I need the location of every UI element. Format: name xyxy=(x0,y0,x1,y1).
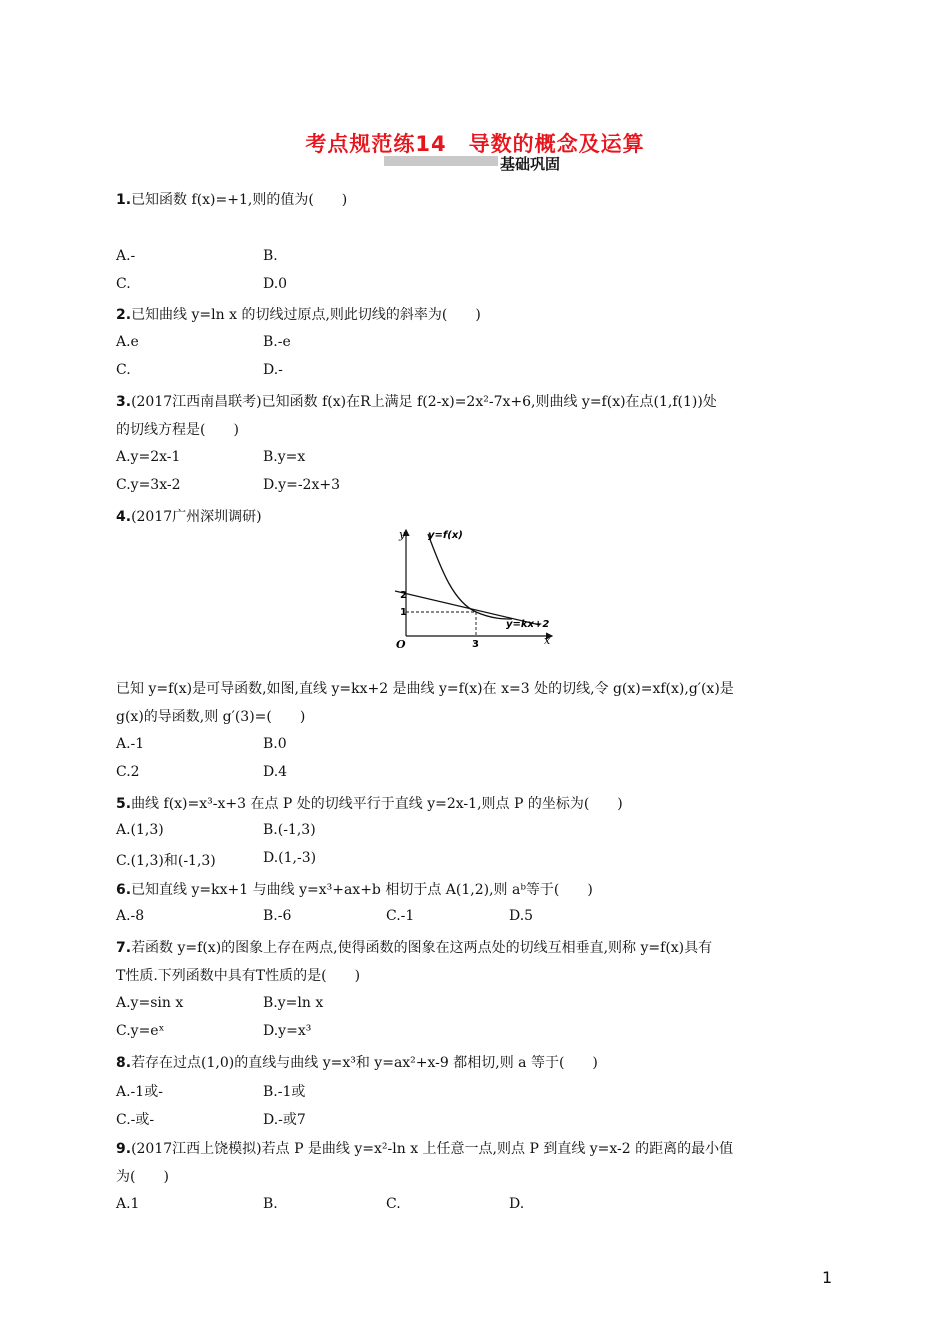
question-text: (2017江西南昌联考)已知函数 f(x)在R上满足 f(2-x)=2x²-7x+6,则曲线 y=f(x)在点(1,f(1))处 xyxy=(131,394,717,410)
option-b: B.y=x xyxy=(263,449,306,465)
option-d: D.y=x³ xyxy=(263,1023,312,1039)
question-1 xyxy=(116,189,347,209)
line-label: y=kx+2 xyxy=(506,619,550,630)
question-text: 若函数 y=f(x)的图象上存在两点,使得函数的图象在这两点处的切线互相垂直,则称 y=f(x)具有 xyxy=(131,940,713,956)
question-number: 5. xyxy=(116,796,132,812)
option-c: C.-1 xyxy=(386,908,415,924)
option-d: D.y=-2x+3 xyxy=(263,477,340,493)
question-number: 2. xyxy=(116,307,132,323)
question-number: 7. xyxy=(116,940,132,956)
question-7 xyxy=(116,937,712,957)
option-b: B.-1或 xyxy=(263,1084,306,1100)
option-c: C. xyxy=(116,276,131,292)
question-7-line-2: T性质.下列函数中具有T性质的是( ) xyxy=(116,968,361,984)
option-d: D.(1,-3) xyxy=(263,850,317,866)
origin-label: O xyxy=(396,638,406,650)
question-9-line-2: 为( ) xyxy=(116,1169,169,1185)
question-4 xyxy=(116,506,262,526)
option-d: D.4 xyxy=(263,764,288,780)
question-5 xyxy=(116,793,623,813)
option-d: D. xyxy=(509,1196,525,1212)
tick-y-2: 2 xyxy=(400,590,407,601)
function-graph-figure xyxy=(392,524,562,650)
option-a: A.(1,3) xyxy=(116,822,164,838)
tick-y-1: 1 xyxy=(400,607,407,618)
option-d: D.5 xyxy=(509,908,534,924)
question-text: 曲线 f(x)=x³-x+3 在点 P 处的切线平行于直线 y=2x-1,则点 P 的坐标为( ) xyxy=(131,796,623,812)
question-4-body-line-2: g(x)的导函数,则 g′(3)=( ) xyxy=(116,709,306,725)
y-axis-label: y xyxy=(399,528,406,541)
option-b: B.y=ln x xyxy=(263,995,324,1011)
question-text: (2017广州深圳调研) xyxy=(131,509,262,525)
question-text: 已知曲线 y=ln x 的切线过原点,则此切线的斜率为( ) xyxy=(131,307,481,323)
page-number: 1 xyxy=(822,1268,833,1287)
question-text: 若存在过点(1,0)的直线与曲线 y=x³和 y=ax²+x-9 都相切,则 a 等于( ) xyxy=(131,1055,598,1071)
option-b: B. xyxy=(263,1196,278,1212)
question-6 xyxy=(116,879,593,899)
option-a: A.-1或- xyxy=(116,1084,163,1100)
option-a: A.-8 xyxy=(116,908,145,924)
question-3 xyxy=(116,391,717,411)
question-number: 6. xyxy=(116,882,132,898)
option-b: B.(-1,3) xyxy=(263,822,316,838)
question-number: 9. xyxy=(116,1141,132,1157)
option-c: C.(1,3)和(-1,3) xyxy=(116,853,216,869)
option-c: C.y=3x-2 xyxy=(116,477,181,493)
question-8 xyxy=(116,1052,598,1072)
option-d: D.0 xyxy=(263,276,288,292)
option-a: A.1 xyxy=(116,1196,140,1212)
option-a: A.y=sin x xyxy=(116,995,184,1011)
question-4-body: 已知 y=f(x)是可导函数,如图,直线 y=kx+2 是曲线 y=f(x)在 x=3 处的切线,令 g(x)=xf(x),g′(x)是 xyxy=(116,681,734,697)
option-b: B.0 xyxy=(263,736,287,752)
option-b: B. xyxy=(263,248,278,264)
question-2 xyxy=(116,304,481,324)
question-9 xyxy=(116,1138,733,1158)
option-c: C.2 xyxy=(116,764,140,780)
option-b: B.-6 xyxy=(263,908,292,924)
question-3-line-2: 的切线方程是( ) xyxy=(116,422,239,438)
question-text: 已知直线 y=kx+1 与曲线 y=x³+ax+b 相切于点 A(1,2),则 aᵇ等于( ) xyxy=(131,882,593,898)
section-bar xyxy=(384,156,498,166)
question-number: 4. xyxy=(116,509,132,525)
option-c: C.-或- xyxy=(116,1112,155,1128)
question-number: 1. xyxy=(116,192,132,208)
question-number: 8. xyxy=(116,1055,132,1071)
section-label: 基础巩固 xyxy=(500,155,561,173)
page-title: 考点规范练14 导数的概念及运算 xyxy=(305,132,645,156)
question-text: 已知函数 f(x)=+1,则的值为( ) xyxy=(131,192,348,208)
option-b: B.-e xyxy=(263,334,291,350)
option-d: D.- xyxy=(263,362,283,378)
option-a: A.- xyxy=(116,248,136,264)
option-a: A.-1 xyxy=(116,736,145,752)
curve-f xyxy=(428,534,512,619)
option-c: C. xyxy=(386,1196,401,1212)
option-a: A.e xyxy=(116,334,139,350)
question-text: (2017江西上饶模拟)若点 P 是曲线 y=x²-ln x 上任意一点,则点 P 到直线 y=x-2 的距离的最小值 xyxy=(131,1141,734,1157)
option-a: A.y=2x-1 xyxy=(116,449,181,465)
question-number: 3. xyxy=(116,394,132,410)
option-d: D.-或7 xyxy=(263,1112,306,1128)
tick-x-3: 3 xyxy=(472,639,479,650)
option-c: C.y=eˣ xyxy=(116,1023,165,1039)
curve-label: y=f(x) xyxy=(428,530,463,541)
x-axis-label: x xyxy=(544,634,551,647)
option-c: C. xyxy=(116,362,131,378)
